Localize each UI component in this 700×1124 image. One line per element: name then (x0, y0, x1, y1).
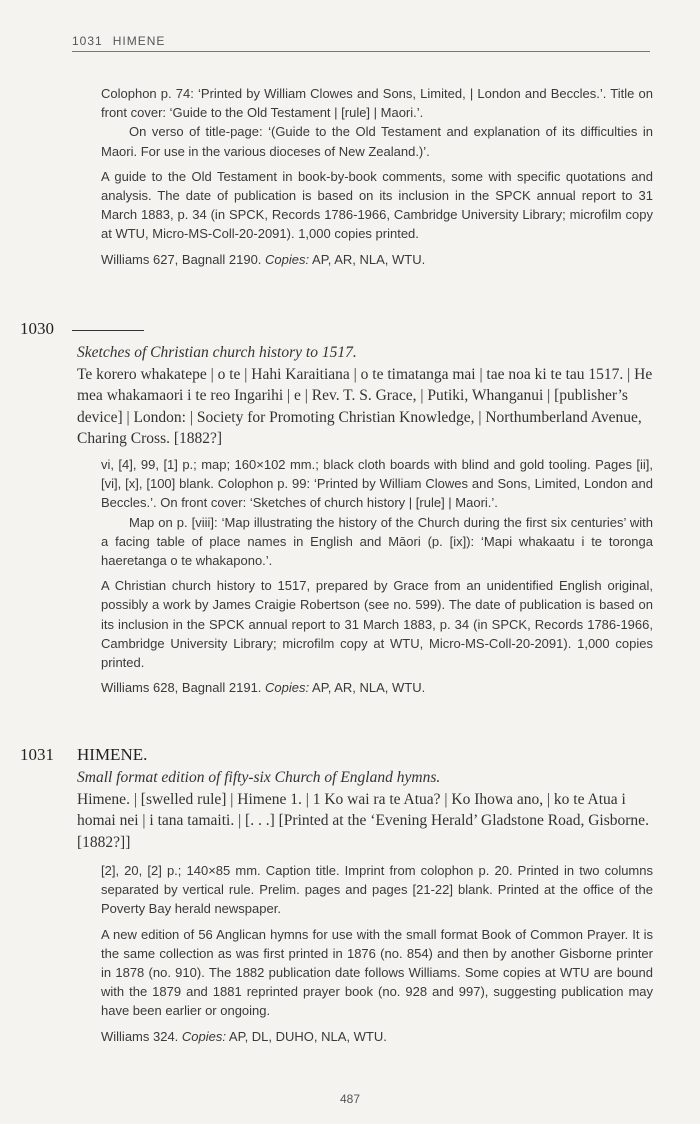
entry-1031-title-body: Himene. | [swelled rule] | Himene 1. | 1 Ko wai ra te Atua? | Ko Ihowa ano, | ko te Atua i homai nei | i tana tamaiti. | [. . .] [Printed at the ‘Evening Herald’ Gladstone Road, Gisborne. [1882?]] (77, 790, 649, 851)
running-header (72, 34, 650, 52)
page-number: 487 (339, 1092, 361, 1106)
entry-1029-continuation (101, 84, 653, 275)
entry-1031-notes (101, 861, 653, 1052)
entry-1030-references: Williams 628, Bagnall 2191. Copies: AP, AR, NLA, WTU. (101, 680, 426, 696)
description-paragraph: A guide to the Old Testament in book-by-book comments, some with specific quotations and analysis. The date of publication is based on its inclusion in the SPCK annual report to 31 March 1883, p. 34 (in SPCK, Records 1786-1966, Cambridge University Library; microfilm copy at WTU, Micro-MS-Coll-20-2091). 1,000 copies printed. (101, 168, 653, 242)
entry-number-1031: 1031 (20, 745, 54, 764)
entry-1031-collation: [2], 20, [2] p.; 140×85 mm. Caption title. Imprint from colophon p. 20. Printed in two columns separated by vertical rule. Prelim. pages and pages [21-22] blank. Printed at the office of the Poverty Bay herald newspaper. (101, 863, 653, 917)
entry-1030-map-note: Map on p. [viii]: ‘Map illustrating the history of the Church during the first six centuries’ with a facing table of place names in English and Māori (p. [ix]): ‘Mapi whakaatu i te toronga haeretanga o te whakapono.’. (101, 514, 653, 569)
entry-1030-title-italic: Sketches of Christian church history to 1517. (77, 344, 357, 361)
entry-1031-description: A new edition of 56 Anglican hymns for use with the small format Book of Common Prayer. It is the same collection as was first printed in 1876 (no. 854) and then by another Gisborne printer in 1878 (no. 910). The 1882 publication date follows Williams. Some copies at WTU are bound with the 1879 and 1881 reprinted prayer book (no. 928 and 997), suggesting publication may have been earlier or ongoing. (101, 926, 653, 1019)
entry-1031-heading: HIMENE. (77, 745, 148, 764)
entry-1031-references: Williams 324. Copies: AP, DL, DUHO, NLA, WTU. (101, 1028, 387, 1044)
entry-1031-title (77, 767, 655, 853)
colophon-paragraph: Colophon p. 74: ‘Printed by William Clowes and Sons, Limited, | London and Beccles.’. Title on front cover: ‘Guide to the Old Testament | [rule] | Maori.’. (101, 86, 653, 121)
header-page-number: 1031 (72, 34, 103, 48)
entry-1030-notes (101, 455, 653, 703)
entry-1030-description: A Christian church history to 1517, prepared by Grace from an unidentified English original, possibly a work by James Craigie Robertson (see no. 599). The date of publication is based on its inclusion in the SPCK annual report to 31 March 1883, p. 34 (in SPCK, Records 1786-1966, Cambridge University Library; microfilm copy at WTU, Micro-MS-Coll-20-2091). 1,000 copies printed. (101, 578, 653, 671)
header-title: HIMENE (112, 34, 166, 48)
entry-1031-title-italic: Small format edition of fifty-six Church of England hymns. (77, 769, 441, 786)
entry-1030-collation: vi, [4], 99, [1] p.; map; 160×102 mm.; black cloth boards with blind and gold tooling. Pages [ii], [vi], [x], [100] blank. Colophon p. 99: ‘Printed by William Clowes and Sons, Limited, London and Beccles.’. On front cover: ‘Sketches of church history | [rule] | Maori.’. (101, 457, 653, 511)
references-line: Williams 627, Bagnall 2190. Copies: AP, AR, NLA, WTU. (101, 251, 426, 267)
entry-1030-dash (77, 319, 144, 339)
entry-1030-title (77, 342, 655, 450)
verso-paragraph: On verso of title-page: ‘(Guide to the Old Testament and explanation of its difficulties in Maori. For use in the various dioceses of New Zealand.)’. (101, 124, 653, 159)
entry-1030-title-body: Te korero whakatepe | o te | Hahi Karaitiana | o te timatanga mai | tae noa ki te tau 1517. | He mea whakamaori i te reo Ingarihi | e | Rev. T. S. Grace, | Putiki, Whanganui | [publisher’s device] | London: | Society for Promoting Christian Knowledge, | Northumberland Avenue, Charing Cross. [1882?] (77, 365, 653, 447)
entry-number-1030: 1030 (20, 319, 54, 338)
